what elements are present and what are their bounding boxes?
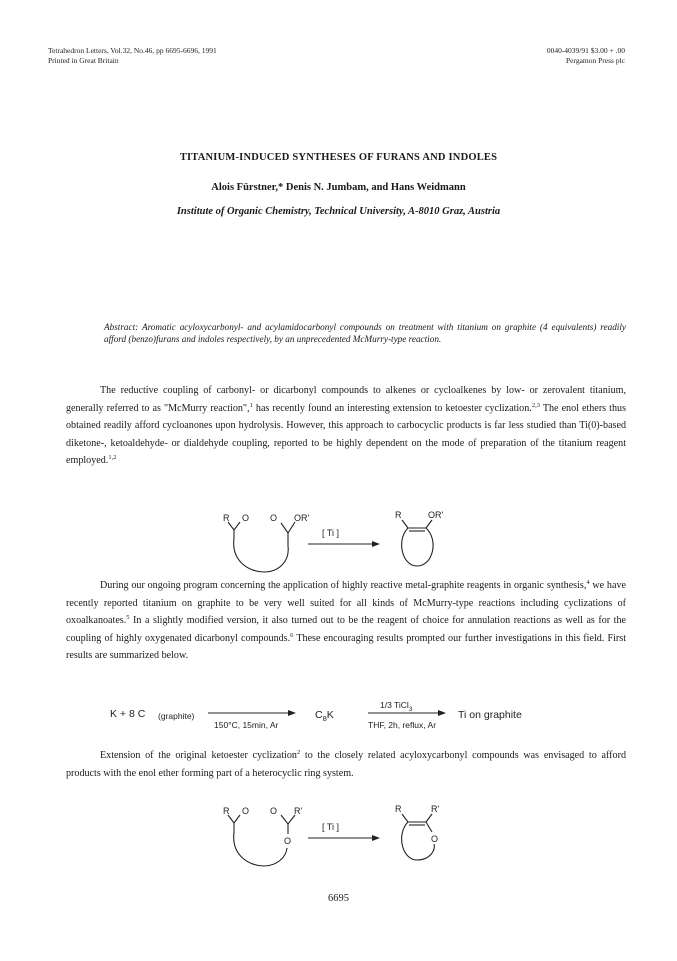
ring-oxygen: O bbox=[284, 836, 292, 846]
printed-location: Printed in Great Britain bbox=[48, 56, 119, 65]
paragraph-text: The enol ethers thus obtained readily afford cycloanones upon hydrolysis. However, this approach to carbocyclic products is far less studied than Ti(0)-based diketone-, ketoaldehyde- or dialdehyde coupling, reported to be highly dependent on the mode of preparation of the titanium reagent employed. bbox=[66, 402, 627, 467]
reactants: K + 8 C bbox=[110, 708, 146, 720]
scheme-reagent-preparation bbox=[110, 698, 580, 740]
scheme-acyloxycarbonyl-cyclization bbox=[190, 792, 490, 876]
carbonyl-oxygen: O bbox=[242, 806, 250, 816]
journal-citation: Tetrahedron Letters, Vol.32, No.46, pp 6695-6696, 1991 bbox=[48, 46, 217, 55]
running-header-right bbox=[547, 46, 625, 66]
citation-ref: 5 bbox=[126, 614, 130, 622]
enol-ether-group: OR' bbox=[428, 510, 444, 520]
abstract-text: Aromatic acyloxycarbonyl- and acylamidocarbonyl compounds on treatment with titanium on graphite (4 equivalents) readily afford (benzo)furans and indoles respectively, by an unprecedented McMurry-type reaction. bbox=[104, 322, 626, 344]
citation-ref: 6 bbox=[290, 631, 294, 639]
affiliation: Institute of Organic Chemistry, Technical University, A-8010 Graz, Austria bbox=[176, 206, 501, 217]
citation-ref: 2 bbox=[296, 749, 301, 756]
ester-group: OR' bbox=[294, 513, 310, 523]
page-number: 6695 bbox=[328, 893, 349, 904]
reagent-label: [ Ti ] bbox=[322, 528, 340, 538]
issn-price: 0040-4039/91 $3.00 + .00 bbox=[546, 46, 625, 55]
citation-ref: 1,2 bbox=[108, 454, 117, 462]
reactants-note: (graphite) bbox=[158, 711, 195, 721]
paragraph-text: we have recently reported titanium on graphite to be very well suited for all kinds of McMurry-type reactions including cyclizations of oxoalkanoates. bbox=[66, 580, 626, 627]
carbonyl-oxygen: O bbox=[242, 513, 250, 523]
paragraph-text: In a slightly modified version, it also turned out to be the reagent of choice for annulation reactions as well as for the coupling of highly oxygenated dicarbonyl compounds. bbox=[66, 615, 626, 644]
ring-oxygen: O bbox=[431, 834, 439, 844]
author-list: Alois Fürstner,* Denis N. Jumbam, and Hans Weidmann bbox=[211, 182, 466, 193]
reagent-step2: 1/3 TiCl$_3$ bbox=[380, 700, 413, 713]
substituent-r: R bbox=[395, 804, 402, 814]
substituent-r-prime: R' bbox=[431, 804, 440, 814]
substituent-r: R bbox=[223, 513, 230, 523]
paragraph-text: has recently found an interesting extension to ketoester cyclization. bbox=[252, 402, 532, 414]
substituent-r: R bbox=[395, 510, 402, 520]
paragraph-text: These encouraging results prompted our further investigations in this field. First results are summarized below. bbox=[66, 632, 627, 662]
reagent-label: [ Ti ] bbox=[322, 822, 340, 832]
product: Ti on graphite bbox=[458, 709, 522, 721]
citation-ref: 4 bbox=[586, 579, 590, 586]
substituent-r: R bbox=[223, 806, 230, 816]
publisher: Pergamon Press plc bbox=[565, 56, 625, 65]
paragraph-text: The reductive coupling of carbonyl- or dicarbonyl compounds to alkenes or cycloalkenes by low- or zerovalent titanium, generally referred to as "McMurry reaction", bbox=[66, 385, 626, 414]
conditions-step2: THF, 2h, reflux, Ar bbox=[368, 720, 437, 730]
paragraph-background bbox=[66, 577, 626, 665]
paragraph-text: During our ongoing program concerning the application of highly reactive metal-graphite reagents in organic synthesis, bbox=[100, 580, 587, 591]
intermediate: $C_8K$ bbox=[315, 709, 334, 723]
conditions-step1: 150°C, 15min, Ar bbox=[214, 720, 279, 730]
abstract-label: Abstract: bbox=[104, 322, 139, 332]
substituent-r-prime: R' bbox=[294, 806, 303, 816]
citation-ref: 1 bbox=[249, 401, 253, 409]
paragraph-intro bbox=[66, 382, 626, 470]
running-header-left bbox=[48, 46, 217, 66]
citation-ref: 2,3 bbox=[531, 401, 540, 409]
paper-title: TITANIUM-INDUCED SYNTHESES OF FURANS AND INDOLES bbox=[179, 152, 498, 163]
scheme-ketoester-cyclization bbox=[190, 500, 490, 580]
abstract bbox=[104, 322, 626, 345]
paragraph-text: to the closely related acyloxycarbonyl compounds was envisaged to afford products with the enol ether forming part of a heterocyclic ring system. bbox=[66, 750, 626, 779]
paragraph-extension bbox=[66, 747, 626, 782]
carbonyl-oxygen: O bbox=[270, 806, 278, 816]
carbonyl-oxygen: O bbox=[270, 513, 278, 523]
paragraph-text: Extension of the original ketoester cyclization bbox=[100, 750, 297, 761]
